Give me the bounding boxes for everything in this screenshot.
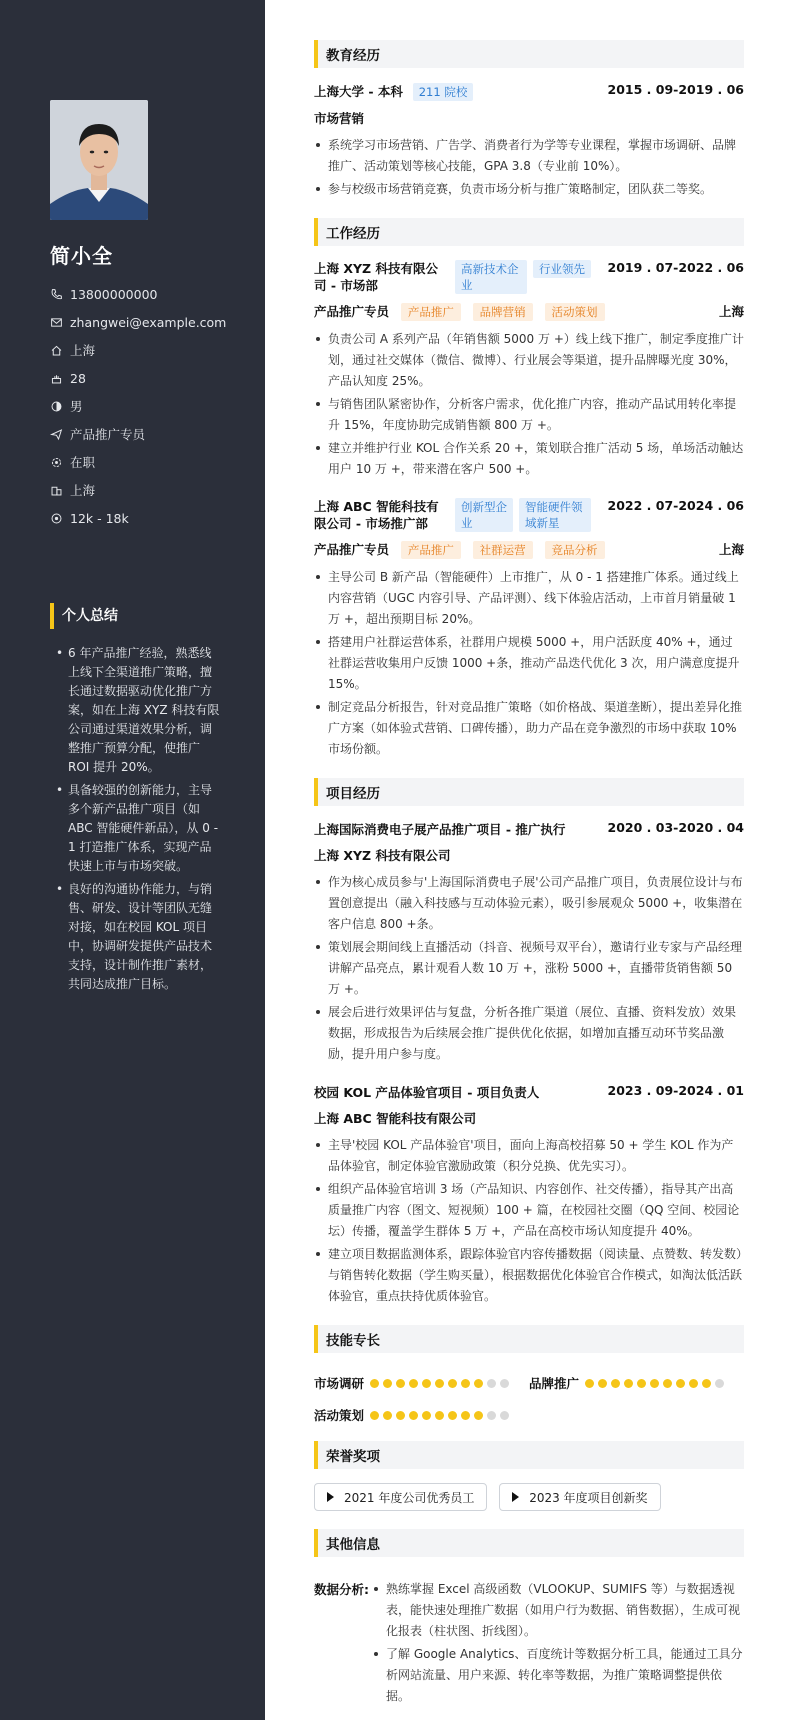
rating-dot-filled xyxy=(422,1379,431,1388)
rating-dot-empty xyxy=(715,1379,724,1388)
rating-dot-filled xyxy=(370,1379,379,1388)
info-position xyxy=(50,420,250,448)
rating-dot-filled xyxy=(650,1379,659,1388)
company-name: 上海 XYZ 科技有限公司 - 市场部 xyxy=(314,261,438,293)
city-text: 上海 xyxy=(70,483,96,498)
rating-dot-empty xyxy=(500,1379,509,1388)
major: 市场营销 xyxy=(314,111,365,126)
contact-info-list xyxy=(50,280,250,532)
email-text: zhangwei@example.com xyxy=(70,314,227,330)
company-name: 上海 ABC 智能科技有限公司 - 市场推广部 xyxy=(314,499,439,531)
job-city: 上海 xyxy=(718,304,744,319)
cake-icon xyxy=(50,372,63,385)
award-item xyxy=(314,1483,487,1511)
position-text: 产品推广专员 xyxy=(70,427,146,442)
bullet-item: 建立并维护行业 KOL 合作关系 20 +，策划联合推广活动 5 场，单场活动触达用户 10 万 +，带来潜在客户 500 +。 xyxy=(314,438,744,480)
main-content xyxy=(314,40,744,1720)
award-text: 2023 年度项目创新奖 xyxy=(529,1490,648,1505)
status-text: 在职 xyxy=(70,455,96,470)
home-icon xyxy=(50,344,63,357)
job-bullets xyxy=(314,567,744,760)
skill-item xyxy=(314,1374,529,1392)
rating-dot-filled xyxy=(396,1411,405,1420)
bullet-item: 主导'校园 KOL 产品体验官'项目，面向上海高校招募 50 + 学生 KOL 作为产品体验官，制定体验官激励政策（积分兑换、优先实习）。 xyxy=(314,1135,744,1177)
rating-dot-filled xyxy=(383,1411,392,1420)
skill-name: 市场调研 xyxy=(314,1376,365,1391)
rating-dot-filled xyxy=(611,1379,620,1388)
other-info xyxy=(314,1571,744,1709)
rating-dot-filled xyxy=(637,1379,646,1388)
project-date: 2020 . 03-2020 . 04 xyxy=(607,820,744,835)
skill-tag: 产品推广 xyxy=(401,303,461,321)
job-date: 2019 . 07-2022 . 06 xyxy=(607,260,744,275)
section-title-projects: 项目经历 xyxy=(314,778,744,806)
rating-dot-filled xyxy=(448,1379,457,1388)
skill-rating xyxy=(585,1379,728,1388)
play-icon xyxy=(512,1492,519,1502)
project-bullets xyxy=(314,872,744,1065)
bullet-item: 熟练掌握 Excel 高级函数（VLOOKUP、SUMIFS 等）与数据透视表，能快速处理推广数据（如用户行为数据、销售数据），生成可视化报表（柱状图、折线图）。 xyxy=(372,1579,744,1642)
skill-rating xyxy=(370,1411,513,1420)
info-address xyxy=(50,336,250,364)
skill-rating xyxy=(370,1379,513,1388)
salary-text: 12k - 18k xyxy=(70,510,129,526)
info-email xyxy=(50,308,250,336)
summary-title: 个人总结 xyxy=(50,603,118,629)
bullet-item: 搭建用户社群运营体系，社群用户规模 5000 +，用户活跃度 40% +，通过社群运营收集用户反馈 1000 +条，推动产品迭代优化 3 次，用户满意度提升 15%。 xyxy=(314,632,744,695)
rating-dot-filled xyxy=(409,1379,418,1388)
company-tag: 创新型企业 xyxy=(455,498,513,532)
bullet-item: 了解 Google Analytics、百度统计等数据分析工具，能通过工具分析网站流量、用户来源、转化率等数据，为推广策略调整提供依据。 xyxy=(372,1644,744,1707)
summary-item: • 具备较强的创新能力，主导多个新产品推广项目（如 ABC 智能硬件新品），从 0 - 1 打造推广体系，实现产品快速上市与市场突破。 xyxy=(60,781,220,876)
project-name: 校园 KOL 产品体验官项目 - 项目负责人 xyxy=(314,1085,540,1100)
rating-dot-filled xyxy=(598,1379,607,1388)
bullet-item: 系统学习市场营销、广告学、消费者行为学等专业课程，掌握市场调研、品牌推广、活动策划等核心技能，GPA 3.8（专业前 10%）。 xyxy=(314,135,744,177)
bullet-item: 参与校级市场营销竞赛，负责市场分析与推广策略制定，团队获二等奖。 xyxy=(314,179,744,200)
mail-icon xyxy=(50,316,63,329)
sidebar xyxy=(0,0,265,1720)
gender-icon xyxy=(50,400,63,413)
skill-tag: 社群运营 xyxy=(473,541,533,559)
project-entry xyxy=(314,820,744,1065)
rating-dot-filled xyxy=(461,1411,470,1420)
skill-tag: 产品推广 xyxy=(401,541,461,559)
other-label: 数据分析: xyxy=(314,1582,369,1597)
rating-dot-filled xyxy=(461,1379,470,1388)
person-name: 简小全 xyxy=(50,244,113,268)
rating-dot-filled xyxy=(585,1379,594,1388)
bullet-item: 负责公司 A 系列产品（年销售额 5000 万 +）线上线下推广，制定季度推广计划，通过社交媒体（微信、微博）、行业展会等渠道，提升品牌曝光度 30%，产品认知度 25%。 xyxy=(314,329,744,392)
age-text: 28 xyxy=(70,370,86,386)
rating-dot-filled xyxy=(474,1379,483,1388)
work-entry xyxy=(314,498,744,760)
info-phone xyxy=(50,280,250,308)
section-title-skills: 技能专长 xyxy=(314,1325,744,1353)
rating-dot-empty xyxy=(487,1411,496,1420)
avatar-image xyxy=(50,100,148,220)
rating-dot-filled xyxy=(370,1411,379,1420)
rating-dot-filled xyxy=(448,1411,457,1420)
address-text: 上海 xyxy=(70,343,96,358)
awards-list xyxy=(314,1483,744,1511)
rating-dot-empty xyxy=(487,1379,496,1388)
rating-dot-filled xyxy=(396,1379,405,1388)
salary-icon xyxy=(50,512,63,525)
bullet-item: 展会后进行效果评估与复盘，分析各推广渠道（展位、直播、资料发放）效果数据，形成报告为后续展会推广提供优化依据，如增加直播互动环节奖品激励，提升用户参与度。 xyxy=(314,1002,744,1065)
other-bullets xyxy=(372,1579,744,1709)
phone-icon xyxy=(50,288,63,301)
rating-dot-filled xyxy=(689,1379,698,1388)
section-title-work: 工作经历 xyxy=(314,218,744,246)
rating-dot-filled xyxy=(676,1379,685,1388)
summary-item: • 6 年产品推广经验，熟悉线上线下全渠道推广策略，擅长通过数据驱动优化推广方案，如在上海 XYZ 科技有限公司通过渠道效果分析，调整推广预算分配，使推广 ROI 提升 20%。 xyxy=(60,644,220,777)
rating-dot-empty xyxy=(500,1411,509,1420)
project-name: 上海国际消费电子展产品推广项目 - 推广执行 xyxy=(314,822,566,837)
info-city xyxy=(50,476,250,504)
skill-name: 活动策划 xyxy=(314,1408,365,1423)
project-date: 2023 . 09-2024 . 01 xyxy=(607,1083,744,1098)
skill-tag: 品牌营销 xyxy=(473,303,533,321)
company-tag: 高新技术企业 xyxy=(455,260,527,294)
job-bullets xyxy=(314,329,744,480)
award-text: 2021 年度公司优秀员工 xyxy=(344,1490,475,1505)
rating-dot-filled xyxy=(435,1379,444,1388)
company-tag: 智能硬件领域新星 xyxy=(519,498,591,532)
bullet-item: 建立项目数据监测体系，跟踪体验官内容传播数据（阅读量、点赞数、转发数）与销售转化数据（学生购买量），根据数据优化体验官合作模式，如淘汰低活跃体验官，重点扶持优质体验官。 xyxy=(314,1244,744,1307)
rating-dot-filled xyxy=(702,1379,711,1388)
bullet-item: 组织产品体验官培训 3 场（产品知识、内容创作、社交传播），指导其产出高质量推广内容（图文、短视频）100 + 篇，在校园社交圈（QQ 空间、校园论坛）传播，覆盖学生群体 5 万 +，产品在高校市场认知度提升 40%。 xyxy=(314,1179,744,1242)
project-entry xyxy=(314,1083,744,1307)
project-company: 上海 ABC 智能科技有限公司 xyxy=(314,1111,477,1126)
skills-grid xyxy=(314,1367,744,1431)
gender-text: 男 xyxy=(70,399,83,414)
play-icon xyxy=(327,1492,334,1502)
info-gender xyxy=(50,392,250,420)
skill-tag: 竞品分析 xyxy=(545,541,605,559)
bullet-item: 作为核心成员参与'上海国际消费电子展'公司产品推广项目，负责展位设计与布置创意提出（融入科技感与互动体验元素），吸引参展观众 5000 +，收集潜在客户信息 800 +条。 xyxy=(314,872,744,935)
bullet-item: 主导公司 B 新产品（智能硬件）上市推广，从 0 - 1 搭建推广体系。通过线上内容营销（UGC 内容引导、产品评测）、线下体验店活动，上市首月销量破 1 万 +，超出预期目标 20%。 xyxy=(314,567,744,630)
bullet-item: 策划展会期间线上直播活动（抖音、视频号双平台），邀请行业专家与产品经理讲解产品亮点，累计观看人数 10 万 +，涨粉 5000 +，直播带货销售额 50 万 +。 xyxy=(314,937,744,1000)
skill-item xyxy=(314,1406,536,1424)
status-icon xyxy=(50,456,63,469)
job-role: 产品推广专员 xyxy=(314,304,390,319)
summary-item: • 良好的沟通协作能力，与销售、研发、设计等团队无缝对接，如在校园 KOL 项目中，协调研发提供产品技术支持，设计制作推广素材，共同达成推广目标。 xyxy=(60,880,220,994)
project-bullets xyxy=(314,1135,744,1307)
rating-dot-filled xyxy=(474,1411,483,1420)
bullet-item: 与销售团队紧密协作，分析客户需求，优化推广内容，推动产品试用转化率提升 15%，年度协助完成销售额 800 万 +。 xyxy=(314,394,744,436)
project-company: 上海 XYZ 科技有限公司 xyxy=(314,848,451,863)
education-entry xyxy=(314,82,744,200)
section-title-awards: 荣誉奖项 xyxy=(314,1441,744,1469)
summary-list xyxy=(60,644,220,998)
job-date: 2022 . 07-2024 . 06 xyxy=(607,498,744,513)
rating-dot-filled xyxy=(663,1379,672,1388)
info-salary xyxy=(50,504,250,532)
section-title-other: 其他信息 xyxy=(314,1529,744,1557)
skill-name: 品牌推广 xyxy=(529,1376,580,1391)
job-city: 上海 xyxy=(718,542,744,557)
avatar xyxy=(50,100,148,220)
education-date: 2015 . 09-2019 . 06 xyxy=(607,82,744,97)
skill-tag: 活动策划 xyxy=(545,303,605,321)
rating-dot-filled xyxy=(422,1411,431,1420)
work-entry xyxy=(314,260,744,480)
phone-text: 13800000000 xyxy=(70,286,158,302)
skill-item xyxy=(529,1374,744,1392)
rating-dot-filled xyxy=(383,1379,392,1388)
section-title-education: 教育经历 xyxy=(314,40,744,68)
school-tag: 211 院校 xyxy=(413,83,474,101)
company-tag: 行业领先 xyxy=(533,260,591,278)
send-icon xyxy=(50,428,63,441)
info-age xyxy=(50,364,250,392)
job-role: 产品推广专员 xyxy=(314,542,390,557)
rating-dot-filled xyxy=(435,1411,444,1420)
rating-dot-filled xyxy=(409,1411,418,1420)
award-item xyxy=(499,1483,660,1511)
info-status xyxy=(50,448,250,476)
bullet-item: 制定竞品分析报告，针对竞品推广策略（如价格战、渠道垄断），提出差异化推广方案（如体验式营销、口碑传播），助力产品在竞争激烈的市场中获取 10%市场份额。 xyxy=(314,697,744,760)
city-icon xyxy=(50,484,63,497)
rating-dot-filled xyxy=(624,1379,633,1388)
school-name: 上海大学 - 本科 xyxy=(314,84,403,99)
education-bullets xyxy=(314,135,744,200)
